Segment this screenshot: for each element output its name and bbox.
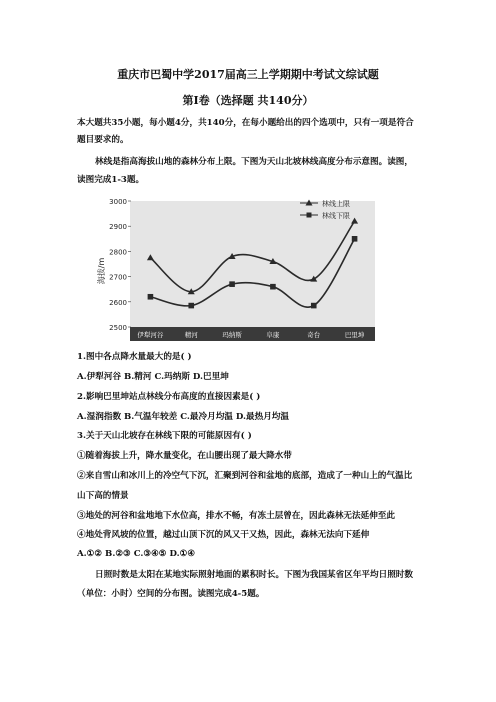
question-3-option-1: ①随着海拔上升，降水量变化，在山腰出现了最大降水带 (77, 451, 292, 461)
y-tick-label: 2800 (109, 248, 127, 257)
data-point-lower (352, 236, 358, 242)
forest-line-chart (90, 183, 380, 345)
section-title: 第Ⅰ卷（选择题 共140分） (182, 94, 314, 107)
question-1-options: A.伊犁河谷 B.精河 C.玛纳斯 D.巴里坤 (77, 372, 229, 382)
next-intro-line-1: 日照时数是太阳在某地实际照射地面的累积时长。下图为我国某省区年平均日照时数 (95, 570, 413, 580)
y-tick-label: 2600 (109, 298, 127, 307)
x-tick-label: 巴里坤 (344, 331, 365, 339)
y-axis-ticks (109, 198, 131, 332)
data-point-lower (311, 303, 317, 309)
y-tick-label: 2700 (109, 273, 127, 282)
x-tick-label: 玛纳斯 (222, 331, 242, 339)
x-tick-label: 阜康 (266, 331, 280, 339)
y-axis-label: 海拔/m (97, 257, 106, 285)
x-tick-label: 精河 (184, 331, 198, 339)
question-2-options: A.湿润指数 B.气温年较差 C.最冷月均温 D.最热月均温 (77, 412, 289, 422)
question-3-stem: 3.关于天山北坡存在林线下限的可能原因有( ) (77, 431, 252, 441)
next-intro-line-2: （单位：小时）空间的分布图。读图完成4-5题。 (77, 589, 265, 599)
instructions-line-2: 题目要求的。 (77, 135, 129, 145)
question-3-option-2: ②来自雪山和冰川上的冷空气下沉，汇聚到河谷和盆地的底部，造成了一种山上的气温比 (77, 471, 413, 481)
data-point-lower (148, 294, 154, 300)
question-3-option-4: ④地处背风坡的位置，越过山顶下沉的风又干又热，因此，森林无法向下延伸 (77, 530, 370, 540)
y-tick-label: 3000 (109, 198, 127, 206)
x-tick-label: 奇台 (307, 331, 321, 339)
data-point-lower (270, 284, 276, 290)
legend-label-upper: 林线上限 (322, 200, 350, 208)
question-1-stem: 1.图中各点降水量最大的是( ) (77, 352, 192, 362)
question-3-option-3: ③地处的河谷和盆地地下水位高，排水不畅，有冻土层曾在，因此森林无法延伸至此 (77, 511, 395, 521)
y-tick-label: 2500 (109, 324, 127, 332)
question-2-stem: 2.影响巴里坤站点林线分布高度的直接因素是( ) (77, 392, 261, 402)
legend-marker-square (307, 213, 312, 218)
data-point-lower (229, 281, 235, 287)
legend-label-lower: 林线下限 (322, 212, 350, 220)
y-tick-label: 2900 (109, 223, 127, 232)
question-3-choices: A.①② B.②③ C.③④⑤ D.①④ (77, 549, 196, 559)
intro-line-2: 读图完成1-3题。 (77, 175, 145, 185)
x-axis-band (130, 327, 375, 341)
x-tick-label: 伊犁河谷 (137, 331, 164, 339)
instructions-line-1: 本大题共35小题，每小题4分，共140分，在每小题给出的四个选项中，只有一项是符合 (77, 118, 414, 128)
question-3-option-2-cont: 山下高的情景 (77, 491, 129, 501)
data-point-lower (188, 303, 194, 309)
doc-title: 重庆市巴蜀中学2017届高三上学期期中考试文综试题 (117, 68, 379, 81)
intro-line-1: 林线是指高海拔山地的森林分布上限。下图为天山北坡林线高度分布示意图。读图， (95, 157, 413, 167)
